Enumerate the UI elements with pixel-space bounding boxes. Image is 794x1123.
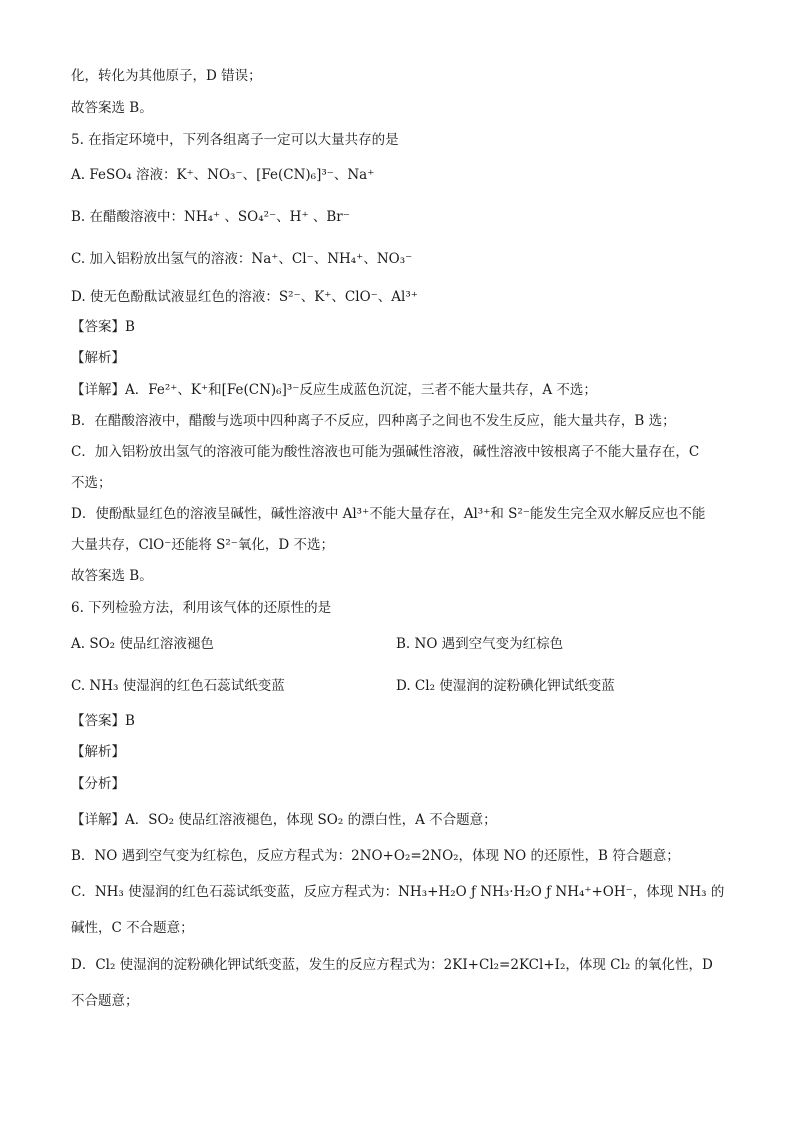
- text-line: 故答案选 B。: [71, 100, 153, 116]
- explanation-line: 【详解】A．Fe²⁺、K⁺和[Fe(CN)₆]³⁻反应生成蓝色沉淀，三者不能大量共存，A 不选；: [71, 382, 597, 398]
- explanation-line: C．NH₃ 使湿润的红色石蕊试纸变蓝，反应方程式为：NH₃+H₂O ƒ NH₃·H₂O ƒ NH₄⁺+OH⁻，体现 NH₃ 的: [71, 884, 725, 900]
- answer-label: 【答案】B: [71, 713, 135, 729]
- explanation-line: D．使酚酞显红色的溶液呈碱性，碱性溶液中 Al³⁺不能大量存在，Al³⁺和 S²⁻能发生完全双水解反应也不能: [71, 506, 706, 522]
- explanation-line: C．加入铝粉放出氢气的溶液可能为酸性溶液也可能为强碱性溶液，碱性溶液中铵根离子不能大量存在，C: [71, 444, 700, 460]
- question-6-stem: 6. 下列检验方法，利用该气体的还原性的是: [71, 600, 332, 616]
- explanation-line: B．在醋酸溶液中，醋酸与选项中四种离子不反应，四种离子之间也不发生反应，能大量共存，B 选；: [71, 413, 676, 429]
- text-line: 化，转化为其他原子，D 错误；: [71, 68, 262, 84]
- answer-label: 【答案】B: [71, 319, 135, 335]
- explanation-line: 不合题意；: [71, 993, 139, 1009]
- question-6-option-b: B. NO 遇到空气变为红棕色: [396, 636, 564, 652]
- explanation-line: 碱性，C 不合题意；: [71, 920, 194, 936]
- explanation-line: 大量共存，ClO⁻还能将 S²⁻氧化，D 不选；: [71, 537, 335, 553]
- question-6-option-d: D. Cl₂ 使湿润的淀粉碘化钾试纸变蓝: [396, 678, 615, 694]
- question-6-option-c: C. NH₃ 使湿润的红色石蕊试纸变蓝: [71, 678, 285, 694]
- analysis-label: 【解析】: [71, 350, 125, 366]
- explanation-line: D．Cl₂ 使湿润的淀粉碘化钾试纸变蓝，发生的反应方程式为：2KI+Cl₂=2KCl+I₂，体现 Cl₂ 的氧化性，D: [71, 957, 713, 973]
- conclusion-line: 故答案选 B。: [71, 568, 153, 584]
- question-6-options-row-1: [71, 634, 734, 654]
- question-6-option-a: A. SO₂ 使品红溶液褪色: [71, 636, 214, 652]
- analysis-label: 【解析】: [71, 744, 125, 760]
- explanation-line: B．NO 遇到空气变为红棕色，反应方程式为：2NO+O₂=2NO₂，体现 NO 的还原性，B 符合题意；: [71, 848, 680, 864]
- question-5-option-a: A. FeSO₄ 溶液：K⁺、NO₃⁻、[Fe(CN)₆]³⁻、Na⁺: [71, 167, 375, 183]
- analysis-subheading: 【分析】: [71, 776, 125, 792]
- question-5-option-b: B. 在醋酸溶液中：NH₄⁺ 、SO₄²⁻、H⁺ 、Br⁻: [71, 209, 350, 225]
- explanation-line: 不选；: [71, 475, 112, 491]
- question-5-option-d: D. 使无色酚酞试液显红色的溶液：S²⁻、K⁺、ClO⁻、Al³⁺: [71, 289, 418, 305]
- question-6-options-row-2: [71, 676, 734, 696]
- question-5-stem: 5. 在指定环境中，下列各组离子一定可以大量共存的是: [71, 132, 399, 148]
- explanation-line: 【详解】A．SO₂ 使品红溶液褪色，体现 SO₂ 的漂白性，A 不合题意；: [71, 812, 497, 828]
- question-5-option-c: C. 加入铝粉放出氢气的溶液：Na⁺、Cl⁻、NH₄⁺、NO₃⁻: [71, 251, 413, 267]
